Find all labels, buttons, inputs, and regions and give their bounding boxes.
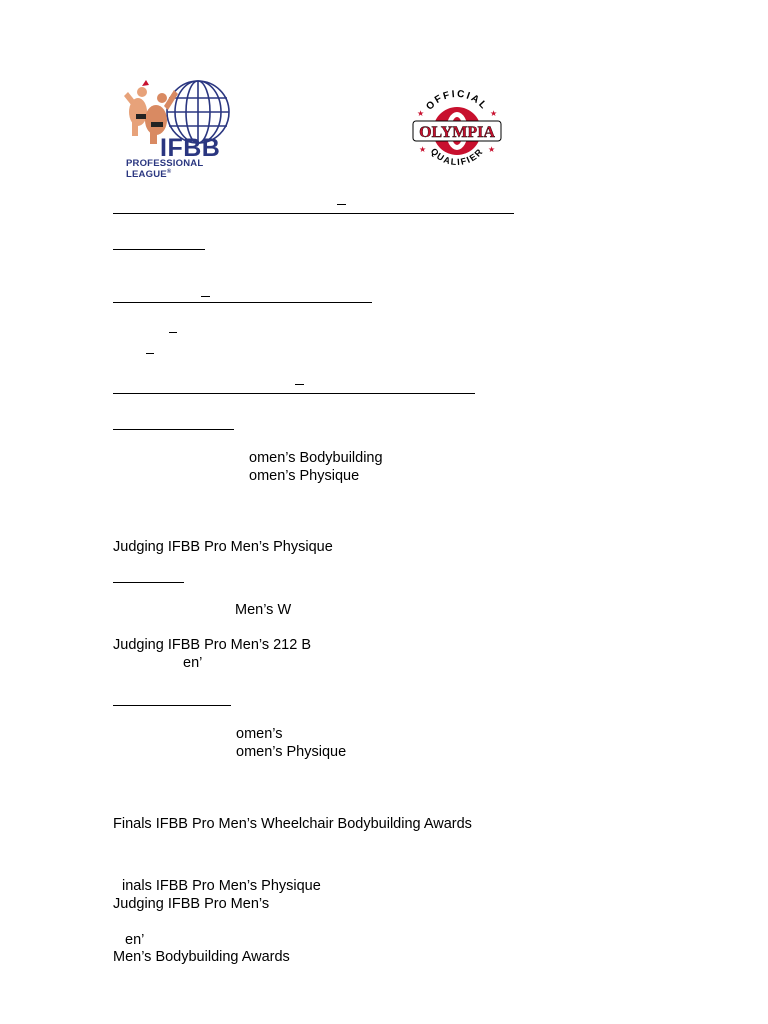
schedule-line: en’ (183, 655, 203, 671)
schedule-line: Judging IFBB Pro Men’s 212 B (113, 637, 312, 653)
dash-mark (146, 353, 154, 354)
schedule-line: Men’s Bodybuilding Awards (113, 949, 290, 965)
schedule-line: Finals IFBB Pro Men’s Wheelchair Bodybuilding Awards (113, 816, 472, 832)
dash-mark (295, 384, 304, 385)
section-underline (113, 582, 184, 583)
schedule-line: omen’s Physique (236, 744, 347, 760)
olympia-wordmark: OLYMPIA (419, 124, 495, 141)
olympia-qualifier-logo (410, 86, 504, 174)
section-underline (113, 429, 234, 430)
star-icon: ★ (419, 145, 427, 154)
schedule-line: en’ (125, 932, 145, 948)
ifbb-wordmark: IFBB (160, 134, 221, 162)
schedule-line: Men’s W (235, 602, 292, 618)
schedule-line: omen’s Physique (249, 468, 360, 484)
schedule-line: Judging IFBB Pro Men’s Physique (113, 539, 333, 555)
dash-mark (169, 332, 177, 333)
section-underline (113, 249, 205, 250)
star-icon: ★ (417, 109, 425, 118)
ifbb-logo (120, 76, 250, 181)
schedule-line: inals IFBB Pro Men’s Physique (122, 878, 321, 894)
olympia-bottom-text: QUALIFIER (428, 146, 486, 168)
olympia-top-text: OFFICIAL (424, 88, 490, 113)
olympia-seal-icon (410, 86, 504, 174)
date-underline (113, 302, 372, 303)
schedule-line: omen’s (236, 726, 283, 742)
ifbb-subtitle: PROFESSIONAL LEAGUE® (126, 158, 204, 181)
schedule-line: Judging IFBB Pro Men’s (113, 896, 270, 912)
schedule-line: omen’s Bodybuilding (249, 450, 383, 466)
dash-mark (201, 296, 210, 297)
dash-mark (337, 204, 346, 205)
heading-underline (113, 213, 514, 214)
section-underline (113, 705, 231, 706)
star-icon: ★ (490, 109, 498, 118)
heading-underline (113, 393, 475, 394)
star-icon: ★ (488, 145, 496, 154)
